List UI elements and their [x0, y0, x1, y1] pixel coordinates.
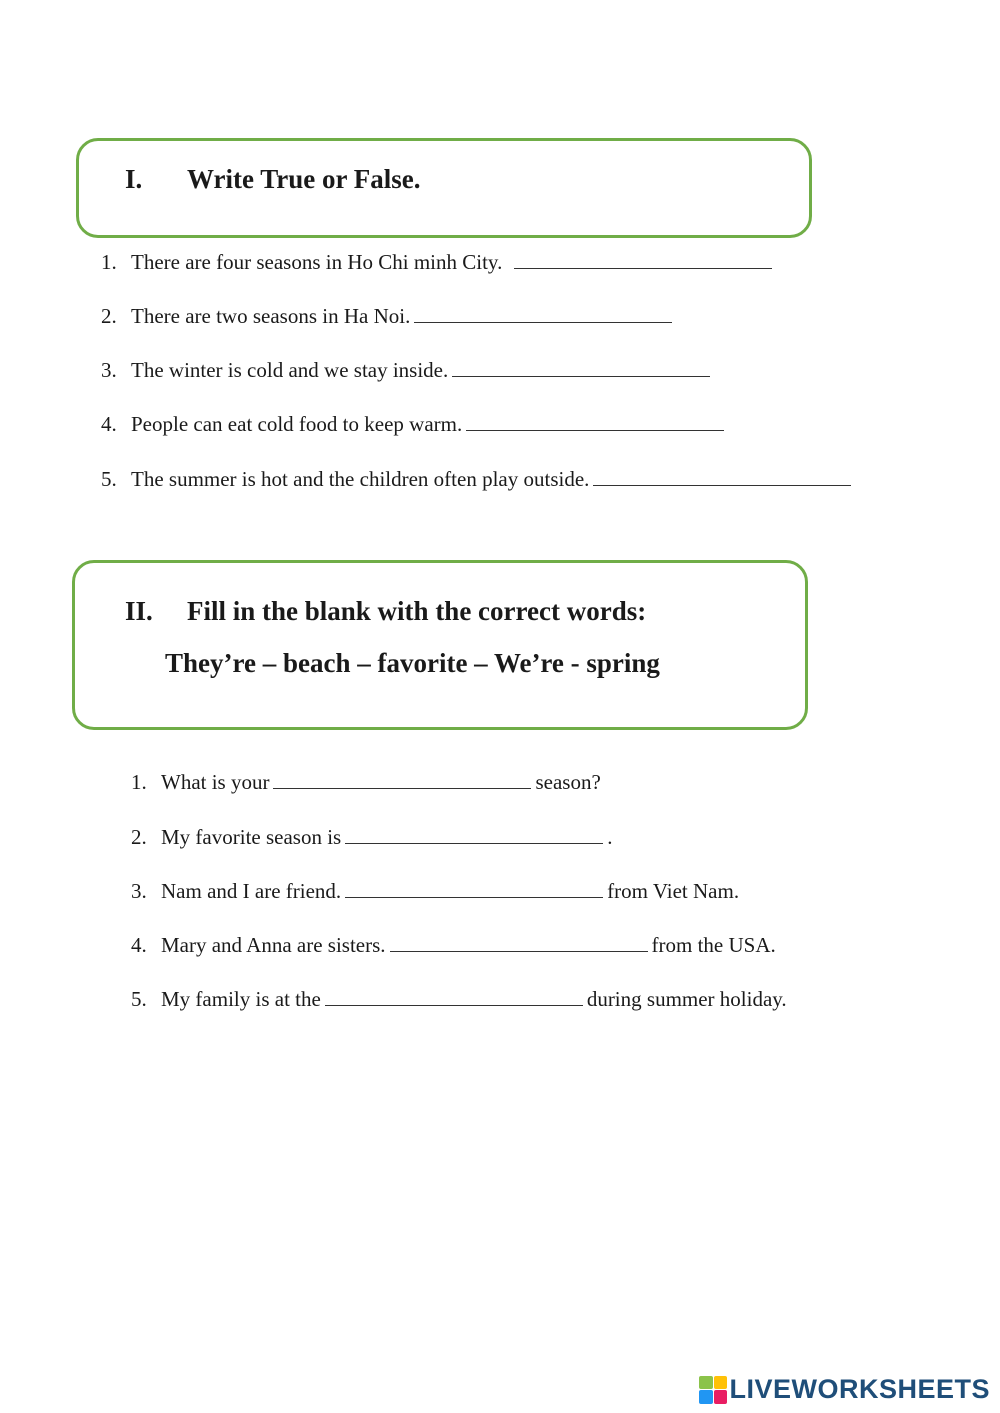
answer-blank[interactable] — [514, 250, 772, 269]
answer-blank[interactable] — [593, 467, 851, 486]
section-2-title: Fill in the blank with the correct words: — [187, 596, 647, 626]
fill-item-2 — [131, 825, 612, 850]
item-text: People can eat cold food to keep warm. — [131, 412, 463, 436]
item-number: 2. — [131, 825, 147, 849]
answer-blank[interactable] — [390, 933, 648, 952]
answer-blank[interactable] — [452, 358, 710, 377]
fill-item-5 — [131, 987, 787, 1012]
section-2-numeral: II. — [125, 596, 153, 626]
item-text-before: What is your — [161, 770, 270, 794]
item-text-after: from Viet Nam. — [607, 879, 740, 903]
section-1-title: Write True or False. — [187, 164, 421, 194]
item-text-after: . — [607, 825, 613, 849]
tf-item-2 — [101, 304, 676, 329]
answer-blank[interactable] — [466, 412, 724, 431]
answer-blank[interactable] — [345, 825, 603, 844]
answer-blank[interactable] — [345, 879, 603, 898]
liveworksheets-logo[interactable] — [699, 1374, 990, 1405]
tf-item-4 — [101, 412, 728, 437]
item-number: 4. — [131, 933, 147, 957]
word-bank: They’re – beach – favorite – We’re - spring — [165, 648, 660, 678]
item-number: 5. — [131, 987, 147, 1011]
item-text: There are four seasons in Ho Chi minh City. — [131, 250, 503, 274]
item-number: 1. — [131, 770, 147, 794]
answer-blank[interactable] — [325, 987, 583, 1006]
item-text: There are two seasons in Ha Noi. — [131, 304, 411, 328]
item-text-before: My family is at the — [161, 987, 321, 1011]
fill-item-1 — [131, 770, 601, 795]
answer-blank[interactable] — [273, 770, 531, 789]
item-number: 4. — [101, 412, 117, 436]
item-text: The summer is hot and the children often play outside. — [131, 467, 590, 491]
item-number: 3. — [101, 358, 117, 382]
item-number: 1. — [101, 250, 117, 274]
logo-text: LIVEWORKSHEETS — [729, 1374, 990, 1404]
fill-item-3 — [131, 879, 739, 904]
liveworksheets-logo-icon — [699, 1376, 727, 1404]
item-text-after: season? — [535, 770, 601, 794]
item-text-before: Mary and Anna are sisters. — [161, 933, 386, 957]
item-number: 3. — [131, 879, 147, 903]
section-2-header-box — [72, 560, 808, 730]
answer-blank[interactable] — [414, 304, 672, 323]
item-text: The winter is cold and we stay inside. — [131, 358, 449, 382]
item-text-after: during summer holiday. — [586, 987, 787, 1011]
tf-item-3 — [101, 358, 714, 383]
fill-item-4 — [131, 933, 776, 958]
item-number: 2. — [101, 304, 117, 328]
tf-item-1 — [101, 250, 776, 275]
tf-item-5 — [101, 467, 855, 492]
item-text-before: My favorite season is — [161, 825, 342, 849]
item-text-before: Nam and I are friend. — [161, 879, 342, 903]
item-text-after: from the USA. — [651, 933, 776, 957]
item-number: 5. — [101, 467, 117, 491]
section-1-numeral: I. — [125, 164, 143, 194]
